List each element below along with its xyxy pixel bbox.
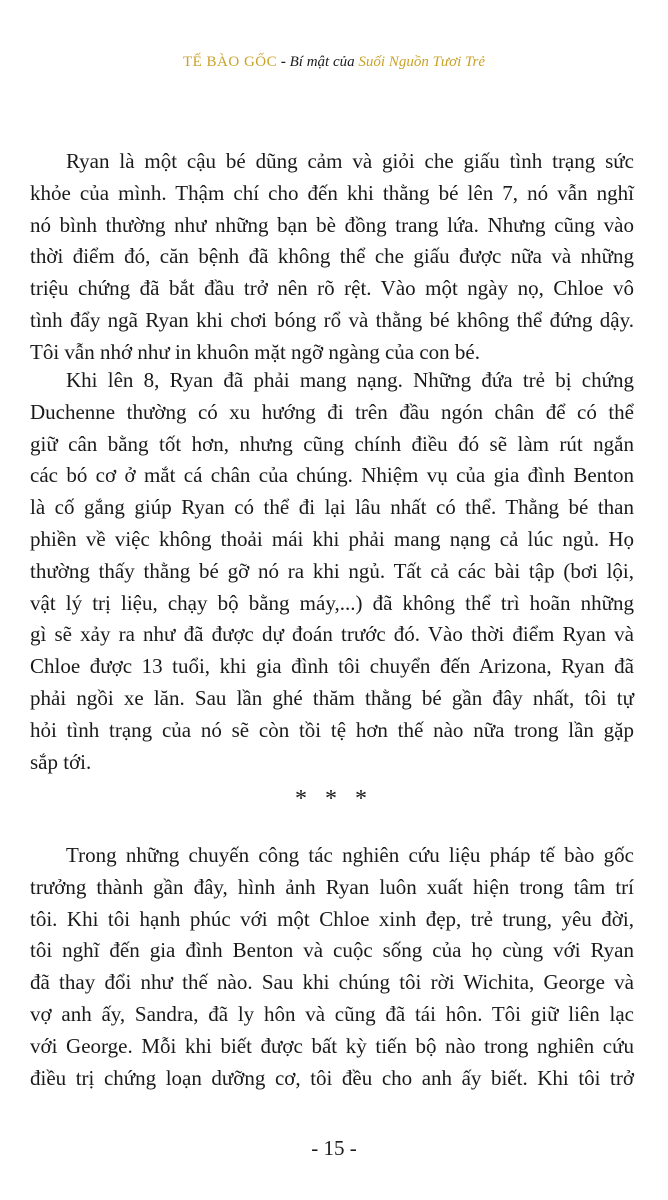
running-header (0, 52, 668, 72)
text-line: triệu chứng đã bắt đầu trở nên rõ rệt. Vào một ngày nọ, Chloe vô (30, 276, 634, 301)
section-break: * * * (295, 786, 373, 812)
text-line: Trong những chuyến công tác nghiên cứu liệu pháp tế bào gốc (66, 843, 634, 867)
text-line: tôi. Khi tôi hạnh phúc với một Chloe xinh đẹp, trẻ trung, yêu đời, (30, 906, 634, 931)
text-line: giữ cân bằng tốt hơn, nhưng cũng chính điều đó sẽ làm rút ngắn (30, 431, 634, 456)
text-line: với George. Mỗi khi biết được bất kỳ tiến bộ nào trong nghiên cứu (30, 1033, 634, 1058)
text-line: phải ngồi xe lăn. Sau lần ghé thăm thằng bé gần đây nhất, tôi tự (30, 685, 634, 710)
text-line: đã thay đổi như thế nào. Sau khi chúng tôi rời Wichita, George và (30, 970, 634, 995)
text-line: gì sẽ xảy ra như đã được dự đoán trước đó. Vào thời điểm Ryan và (30, 622, 634, 647)
text-line: tôi nghĩ đến gia đình Benton và cuộc sống của họ cùng với Ryan (30, 938, 634, 963)
header-separator: - (277, 54, 290, 70)
text-line: sắp tới. (30, 749, 92, 774)
text-line: Duchenne thường có xu hướng đi trên đầu ngón chân để có thể (30, 399, 634, 424)
paragraph-2 (30, 365, 634, 778)
paragraph-1 (30, 146, 634, 369)
text-line: khỏe của mình. Thậm chí cho đến khi thằng bé lên 7, nó vẫn nghĩ (30, 180, 634, 205)
text-line: vợ anh ấy, Sandra, đã ly hôn và cũng đã tái hôn. Tôi giữ liên lạc (30, 1001, 634, 1026)
book-title: TẾ BÀO GỐC (182, 54, 278, 70)
book-subtitle-part1: Bí mật của (289, 54, 359, 70)
page-number: - 15 - (311, 1136, 357, 1160)
text-line: Khi lên 8, Ryan đã phải mang nạng. Những đứa trẻ bị chứng (66, 368, 634, 392)
text-line: thời điểm đó, căn bệnh đã không thể che giấu được nữa và những (30, 244, 634, 269)
text-line: là cố gắng giúp Ryan có thể đi lại lâu nhất có thể. Thằng bé than (30, 495, 634, 520)
text-line: điều trị chứng loạn dưỡng cơ, tôi đều cho anh ấy biết. Khi tôi trở (30, 1065, 634, 1090)
text-line: nó bình thường như những bạn bè đồng trang lứa. Nhưng cũng vào (30, 212, 634, 237)
text-line: vật lý trị liệu, chạy bộ bằng máy,...) đã không thể trì hoãn những (30, 590, 634, 615)
paragraph-3 (30, 840, 634, 1094)
text-line: Ryan là một cậu bé dũng cảm và giỏi che giấu tình trạng sức (66, 149, 634, 173)
text-line: hỏi tình trạng của nó sẽ còn tồi tệ hơn thế nào nữa trong lần gặp (30, 717, 634, 742)
text-line: các bó cơ ở mắt cá chân của chúng. Nhiệm vụ của gia đình Benton (30, 463, 634, 488)
book-subtitle-part2: Suối Nguồn Tươi Trẻ (358, 54, 486, 70)
text-line: phiền về việc không thoải mái khi phải mang nạng cả lúc ngủ. Họ (30, 526, 634, 551)
text-line: Tôi vẫn nhớ như in khuôn mặt ngỡ ngàng của con bé. (30, 339, 481, 364)
text-line: Chloe được 13 tuổi, khi gia đình tôi chuyển đến Arizona, Ryan đã (30, 654, 634, 679)
text-line: tình đẩy ngã Ryan khi chơi bóng rổ và thằng bé không thể đứng dậy. (30, 307, 634, 332)
text-line: trưởng thành gần đây, hình ảnh Ryan luôn xuất hiện trong tâm trí (30, 874, 634, 899)
text-line: thường thấy thằng bé gỡ nó ra khi ngủ. Tất cả các bài tập (bơi lội, (30, 558, 634, 583)
